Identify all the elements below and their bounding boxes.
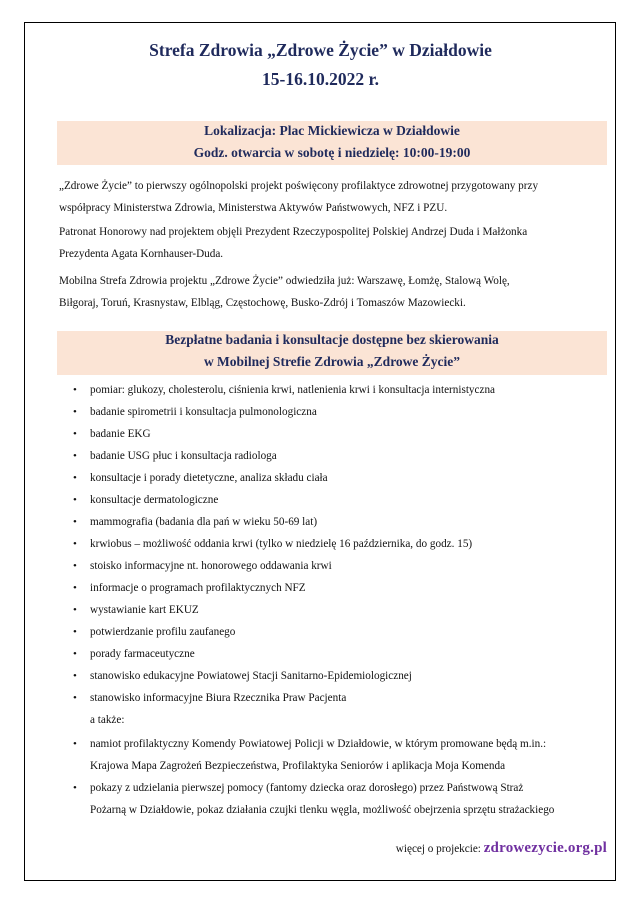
list-item [73, 665, 610, 687]
list-item [73, 687, 610, 709]
footer [396, 840, 607, 857]
list-item [73, 577, 610, 599]
bullet-icon: • [73, 384, 77, 396]
list-item [73, 467, 610, 489]
bullet-icon: • [73, 648, 77, 660]
location-band [57, 121, 607, 165]
list-item-text: mammografia (badania dla pań w wieku 50-69 lat) [90, 516, 318, 528]
list-item-text: pomiar: glukozy, cholesterolu, ciśnienia krwi, natlenienia krwi i konsultacja internistyczna [90, 384, 496, 396]
list-item-text: konsultacje i porady dietetyczne, analiza składu ciała [90, 472, 328, 484]
list-item-text: wystawianie kart EKUZ [90, 604, 199, 616]
patronage-paragraph [59, 221, 609, 265]
list-item [73, 511, 610, 533]
intro-line-2: współpracy Ministerstwa Zdrowia, Ministerstwa Aktywów Państwowych, NFZ i PZU. [59, 202, 448, 214]
list-item [73, 555, 610, 577]
list-item-text: porady farmaceutyczne [90, 648, 195, 660]
list-item [73, 643, 610, 665]
bullet-icon: • [73, 428, 77, 440]
also-label-text: a także: [90, 714, 125, 726]
bullet-icon: • [73, 626, 77, 638]
list-item-text: Pożarną w Działdowie, pokaz działania czujki tlenku węgla, możliwość obejrzenia sprzętu strażackiego [90, 804, 555, 816]
bullet-icon: • [73, 406, 77, 418]
document-title: Strefa Zdrowia „Zdrowe Życie” w Działdowie [149, 40, 492, 60]
patronage-line-1: Patronat Honorowy nad projektem objęli Prezydent Rzeczypospolitej Polskiej Andrzej Duda i Małżonka [59, 226, 528, 238]
bullet-icon: • [73, 604, 77, 616]
list-item-text: stanowisko edukacyjne Powiatowej Stacji Sanitarno-Epidemiologicznej [90, 670, 412, 682]
patronage-line-2: Prezydenta Agata Kornhauser-Duda. [59, 248, 224, 260]
list-item-text: Krajowa Mapa Zagrożeń Bezpieczeństwa, Profilaktyka Seniorów i aplikacja Moja Komenda [90, 760, 506, 772]
list-item [73, 445, 610, 467]
bullet-icon: • [73, 782, 77, 794]
bullet-icon: • [73, 738, 77, 750]
also-label [90, 709, 610, 731]
intro-paragraph [59, 175, 609, 219]
bullet-icon: • [73, 472, 77, 484]
event-date: 15-16.10.2022 r. [262, 69, 379, 89]
services-heading-line-1: Bezpłatne badania i konsultacje dostępne bez skierowania [165, 332, 499, 347]
bullet-icon: • [73, 516, 77, 528]
list-item-text: badanie EKG [90, 428, 151, 440]
list-item-text: konsultacje dermatologiczne [90, 494, 219, 506]
website-link[interactable]: zdrowezycie.org.pl [483, 840, 607, 856]
list-item [73, 621, 610, 643]
visited-cities-paragraph [59, 270, 609, 314]
list-item-text: informacje o programach profilaktycznych NFZ [90, 582, 306, 594]
list-item-text: pokazy z udzielania pierwszej pomocy (fantomy dziecka oraz dorosłego) przez Państwową Straż [90, 782, 524, 794]
list-item [73, 401, 610, 423]
location-text: Lokalizacja: Plac Mickiewicza w Działdowie [204, 123, 460, 138]
bullet-icon: • [73, 670, 77, 682]
bullet-icon: • [73, 582, 77, 594]
bullet-icon: • [73, 560, 77, 572]
list-item [73, 489, 610, 511]
list-item [73, 733, 605, 777]
footer-label: więcej o projekcie: [395, 843, 484, 855]
bullet-icon: • [73, 692, 77, 704]
list-item-text: badanie spirometrii i konsultacja pulmonologiczna [90, 406, 317, 418]
list-item [73, 533, 610, 555]
services-heading-line-2: w Mobilnej Strefie Zdrowia „Zdrowe Życie” [203, 354, 461, 369]
services-band [57, 331, 607, 375]
list-item [73, 423, 610, 445]
visited-line-2: Biłgoraj, Toruń, Krasnystaw, Elbląg, Częstochowę, Busko-Zdrój i Tomaszów Mazowiecki. [59, 297, 466, 309]
list-item-text: namiot profilaktyczny Komendy Powiatowej Policji w Działdowie, w którym promowane będą m.in.: [90, 738, 547, 750]
bullet-icon: • [73, 450, 77, 462]
list-item [73, 379, 610, 401]
bullet-icon: • [73, 494, 77, 506]
list-item-text: badanie USG płuc i konsultacja radiologa [90, 450, 277, 462]
opening-hours-text: Godz. otwarcia w sobotę i niedzielę: 10:00-19:00 [193, 145, 471, 160]
list-item [73, 599, 610, 621]
bullet-icon: • [73, 538, 77, 550]
list-item-text: stoisko informacyjne nt. honorowego oddawania krwi [90, 560, 332, 572]
intro-line-1: „Zdrowe Życie” to pierwszy ogólnopolski projekt poświęcony profilaktyce zdrowotnej przygotowany przy [59, 180, 539, 192]
list-item-text: potwierdzanie profilu zaufanego [90, 626, 236, 638]
list-item [73, 777, 605, 821]
list-item-text: stanowisko informacyjne Biura Rzecznika Praw Pacjenta [90, 692, 347, 704]
list-item-text: krwiobus – możliwość oddania krwi (tylko w niedzielę 16 października, do godz. 15) [90, 538, 473, 550]
visited-line-1: Mobilna Strefa Zdrowia projektu „Zdrowe Życie” odwiedziła już: Warszawę, Łomżę, Stalową Wolę, [59, 275, 510, 287]
